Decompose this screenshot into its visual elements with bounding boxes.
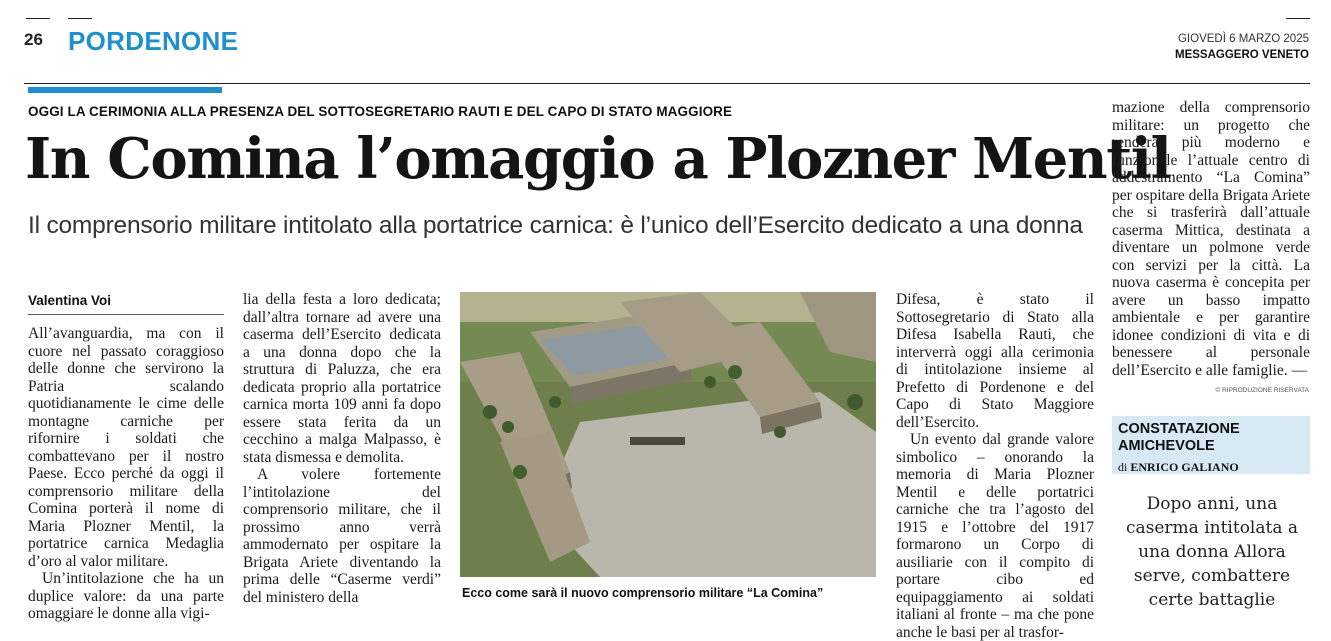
article-column-1 bbox=[28, 325, 224, 623]
paragraph: All’avanguardia, ma con il cuore nel passato coraggioso delle donne che servirono la Patria scalando quotidianamente le cime delle montagne carniche per rifornire i soldati che combattevano per il nostro Paese. Ecco perché da oggi il comprensorio militare della Comina porterà il nome di Maria Plozner Mentil, la portatrice carnica Medaglia d’oro al valor militare. bbox=[28, 325, 224, 570]
article-photo bbox=[460, 292, 876, 577]
photo-caption: Ecco come sarà il nuovo comprensorio militare “La Comina” bbox=[462, 586, 824, 600]
accent-bar bbox=[28, 87, 222, 93]
article-column-3 bbox=[896, 291, 1094, 641]
sidebar-title-line: CONSTATAZIONE bbox=[1118, 421, 1240, 437]
paragraph: A volere fortemente l’intitolazione del comprensorio militare, che il prossimo anno verrà ammodernato per ospitare la Brigata Ariete diventando la prima delle “Caserme verdi” del ministero della bbox=[243, 466, 441, 606]
author-name: ENRICO GALIANO bbox=[1130, 460, 1239, 474]
copyright-notice: © RIPRODUZIONE RISERVATA bbox=[1215, 387, 1309, 394]
paragraph: Un evento dal grande valore simbolico – onorando la memoria di Maria Plozner Mentil e delle portatrici carniche che tra l’agosto del 1915 e l’ottobre del 1917 formarono un Corpo di ausiliarie con il compito di portare cibo ed equipaggiamento ai soldati italiani al fronte – ma che pone anche le basi per al trasfor- bbox=[896, 431, 1094, 641]
byline: Valentina Voi bbox=[28, 293, 112, 308]
article-kicker: OGGI LA CERIMONIA ALLA PRESENZA DEL SOTTOSEGRETARIO RAUTI E DEL CAPO DI STATO MAGGIORE bbox=[28, 104, 733, 119]
header-tick bbox=[1286, 18, 1310, 19]
sidebar-title bbox=[1118, 421, 1240, 455]
paragraph: lia della festa a loro dedicata; dall’altra tornare ad avere una caserma dell’Esercito dedicata a una donna dopo che la struttura di Paluzza, che era dedicata proprio alla portatrice carnica morta 109 anni fa dopo essere stata ferita da un cecchino a malga Malpasso, è stata dismessa e demolita. bbox=[243, 291, 441, 466]
issue-date: GIOVEDÌ 6 MARZO 2025 bbox=[1177, 33, 1309, 45]
sidebar-author bbox=[1118, 460, 1239, 475]
article-column-4 bbox=[1112, 99, 1310, 379]
author-prefix: di bbox=[1118, 460, 1128, 474]
dateline bbox=[1175, 31, 1309, 63]
paragraph: Difesa, è stato il Sottosegretario di Stato alla Difesa Isabella Rauti, che interverrà oggi alla cerimonia di intitolazione insieme al Prefetto di Pordenone e del Capo di Stato Maggiore dell’Esercito. bbox=[896, 291, 1094, 431]
page-number: 26 bbox=[24, 30, 43, 49]
header-tick bbox=[68, 18, 92, 19]
header-divider bbox=[24, 83, 1310, 84]
article-subtitle: Il comprensorio militare intitolato alla portatrice carnica: è l’unico dell’Esercito dedicato a una donna bbox=[28, 212, 1083, 239]
article-column-2 bbox=[243, 291, 441, 606]
paragraph: mazione della comprensorio militare: un progetto che renderà più moderno e funzionale l’attuale centro di addestramento “La Comina” per ospitare della Brigata Ariete che si trasferirà dall’attuale caserma Mittica, destinata a diventare un polmone verde con servizi per la città. La nuova caserma è concepita per avere un basso impatto ambientale e per garantire idonee condizioni di vita e di benessere al personale dell’Esercito e alle famiglie. — bbox=[1112, 99, 1310, 379]
section-title: PORDENONE bbox=[68, 26, 239, 56]
paragraph: Un’intitolazione che ha un duplice valore: da una parte omaggiare le donne alla vigi- bbox=[28, 570, 224, 622]
sidebar-title-line: AMICHEVOLE bbox=[1118, 438, 1215, 454]
sidebar-teaser: Dopo anni, una caserma intitolata a una donna Allora serve, combattere certe battaglie bbox=[1125, 494, 1299, 610]
barracks-rendering bbox=[460, 292, 876, 577]
article-headline: In Comina l’omaggio a Plozner Mentil bbox=[25, 126, 1171, 192]
byline-rule bbox=[28, 314, 224, 315]
newspaper-name: MESSAGGERO VENETO bbox=[1175, 49, 1309, 61]
header-tick bbox=[26, 18, 50, 19]
